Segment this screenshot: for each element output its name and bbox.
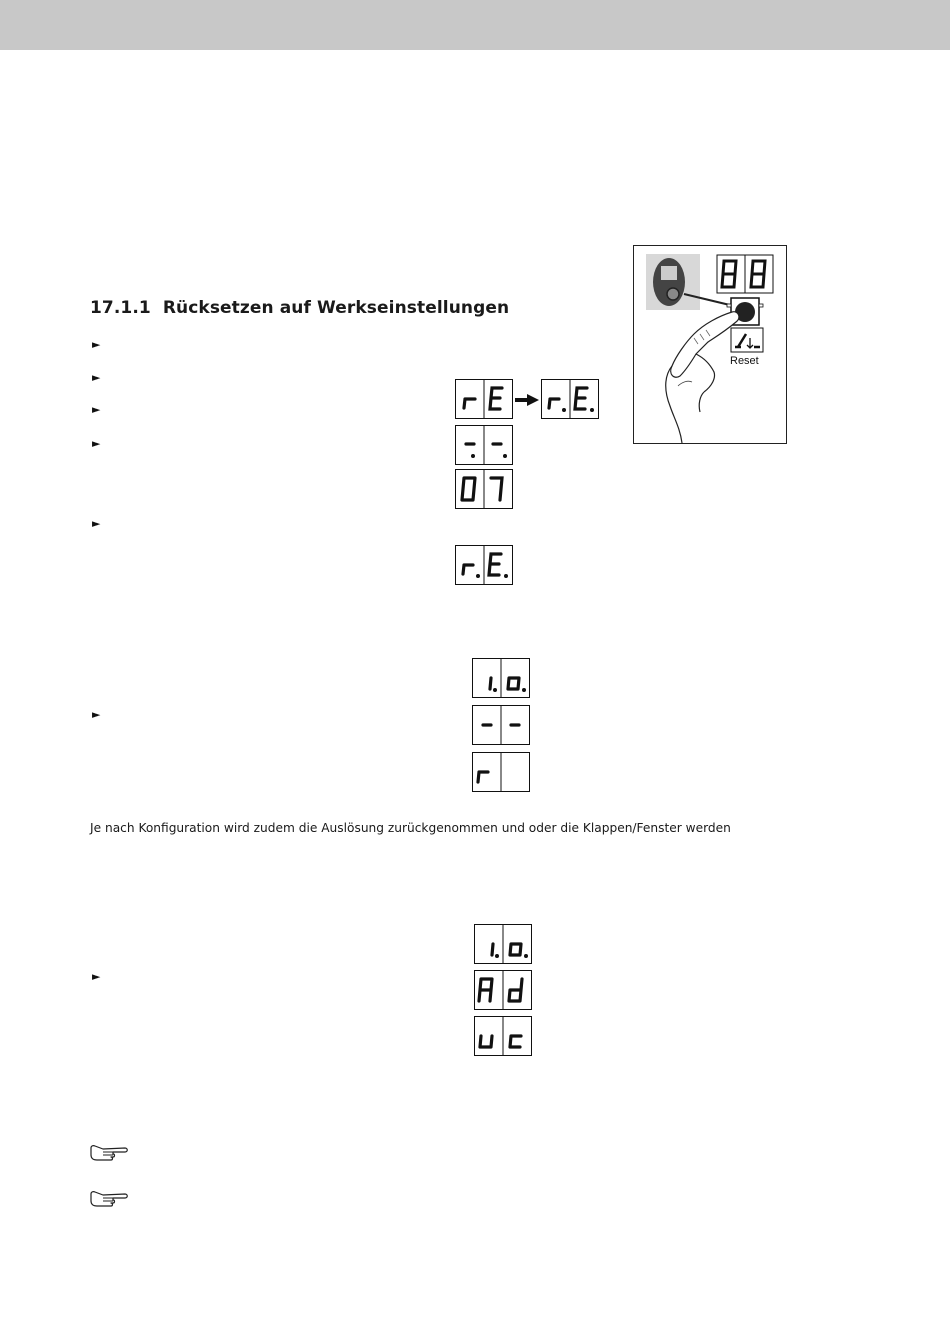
segment-display-i-dot-o-dot [474,924,532,964]
segment-display-rE [455,379,513,419]
segment-display-Ad [474,970,532,1010]
arrow-bullet-icon: ► [92,403,101,416]
arrow-bullet-icon: ► [92,708,101,721]
reset-illustration [633,245,787,444]
arrow-bullet-icon: ► [92,970,101,983]
arrow-right-icon [515,393,539,407]
pointing-hand-icon [89,1144,129,1162]
segment-display-07 [455,469,513,509]
segment-display-r [472,752,530,792]
section-title: Rücksetzen auf Werkseinstellungen [162,298,510,318]
arrow-bullet-icon: ► [92,437,101,450]
body-paragraph: Je nach Konfiguration wird zudem die Auslösung zurückgenommen und oder die Klappen/Fenster werden [90,821,731,835]
arrow-bullet-icon: ► [92,517,101,530]
segment-display-dashes-dotted [455,425,513,465]
segment-display-r-dot-E-dot [541,379,599,419]
segment-display-dashes [472,705,530,745]
segment-display-uc [474,1016,532,1056]
segment-display-i-dot-o-dot [472,658,530,698]
pointing-hand-icon [89,1190,129,1208]
page-header-bar [0,0,950,50]
segment-display-r-dot-E-dot [455,545,513,585]
arrow-bullet-icon: ► [92,371,101,384]
reset-label: Reset [730,355,759,367]
arrow-bullet-icon: ► [92,338,101,351]
section-heading [90,298,509,318]
section-number: 17.1.1 [90,298,151,318]
